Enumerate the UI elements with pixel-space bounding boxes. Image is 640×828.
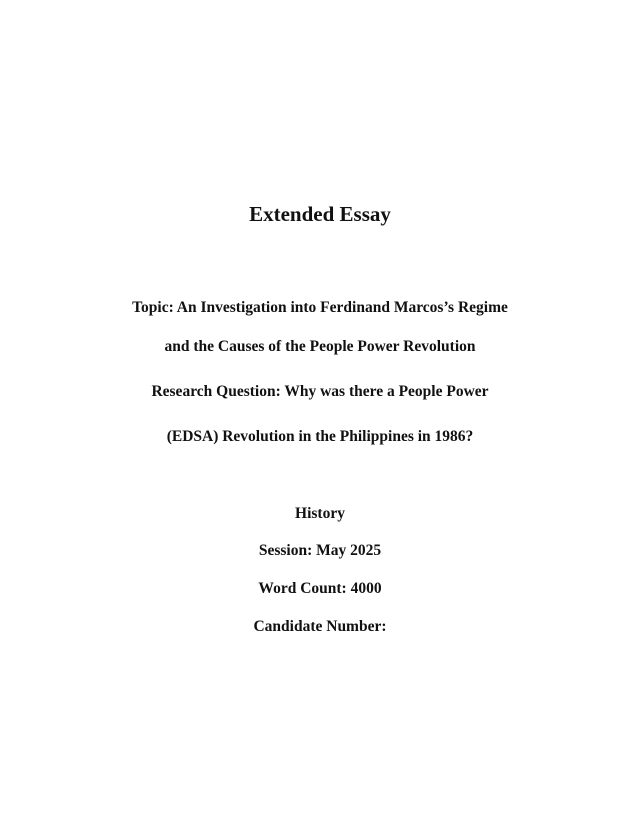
research-question-line-1: Research Question: Why was there a People Power bbox=[151, 383, 489, 400]
topic-line-1: Topic: An Investigation into Ferdinand Marcos’s Regime bbox=[132, 299, 508, 316]
subject-label: History bbox=[295, 505, 345, 522]
session-label: Session: May 2025 bbox=[258, 542, 382, 559]
word-count-label: Word Count: 4000 bbox=[258, 580, 382, 597]
candidate-number-label: Candidate Number: bbox=[253, 618, 387, 635]
research-question-line-2: (EDSA) Revolution in the Philippines in 1986? bbox=[166, 428, 474, 445]
document-title: Extended Essay bbox=[249, 202, 391, 226]
topic-line-2: and the Causes of the People Power Revolution bbox=[164, 338, 476, 355]
